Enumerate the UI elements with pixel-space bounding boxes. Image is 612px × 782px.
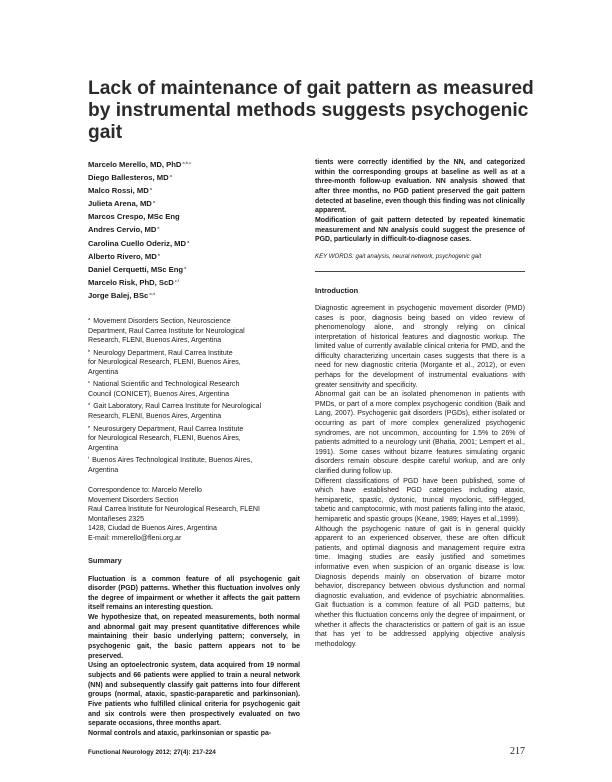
keywords: KEY WORDS: gait analysis, neural network, psychogenic gait [315, 252, 482, 260]
affiliation: $^d$ Gait Laboratory, Raul Carrea Institute for Neurological Research, FLENI, Buenos Aires, Argentina [88, 401, 262, 420]
author: Diego Ballesteros, $MD^a$ [88, 173, 172, 183]
left-column [88, 157, 300, 739]
article-title: Lack of maintenance of gait pattern as measured by instrumental methods suggests psychogenic gait [88, 78, 534, 143]
intro-paragraph: Although the psychogenic nature of gait is in general quickly apparent to an experienced observer, these are often difficult patients, and optimal diagnosis and management require extra time. Imaging studies are easily justified and sometimes informative even when suspicion of an organic disease is low. Diagnosis depends mainly on observation of bizarre motor behavior, discrepancy between obvious dysfunction and normal diagnostic evaluation, and evidence of psychiatric abnormalities. Gait fluctuation is a common feature of all PGD patterns, but whether this fluctuation concerns only the degree of impairment, or whether it affects the characteristics or pattern of gait is an issue that has yet to be addressed applying objective analysis methodology. [315, 525, 525, 648]
introduction-text [315, 304, 525, 649]
intro-paragraph: Diagnostic agreement in psychogenic movement disorder (PMD) cases is poor, diagnosis being based on video review of phenomenology alone, and strongly relying on clinical interpretation of historical features and diagnostic workup. The limited value of currently available clinical criteria for PMD, and the difficulty characterizing uncertain cases suggests that there is a need for new diagnostic criteria (Morgante et al., 2012), or even perhaps for the development of instrumental evaluations with greater sensitivity and specificity. [315, 304, 525, 389]
right-column [315, 158, 525, 649]
section-divider [315, 271, 525, 272]
affiliation: $^a$ Movement Disorders Section, Neuroscience Department, Raul Carrea Institute for Neurological Research, FLENI, Buenos Aires, Argentina [88, 316, 245, 345]
summary-paragraph: Normal controls and ataxic, parkinsonian or spastic pa- [88, 730, 272, 738]
affiliation: $^c$ National Scientific and Technological Research Council (CONICET), Buenos Aires, Argentina [88, 379, 240, 398]
author: Malco Rossi, $MD^a$ [88, 186, 152, 196]
journal-citation: Functional Neurology 2012; 27(4): 217-224 [88, 749, 216, 756]
summary-continued [315, 158, 525, 245]
summary-paragraph: Modification of gait pattern detected by repeated kinematic measurement and NN analysis could suggest the presence of PGD, particularly in difficult-to-diagnose cases. [315, 216, 525, 244]
author: Jorge Balej, BSc$^{a,d}$ [88, 290, 155, 300]
correspondence-email: E-mail: mmerello@fleni.org.ar [88, 534, 182, 542]
intro-paragraph: Abnormal gait can be an isolated phenomenon in patients with PMDs, or part of a more complex psychogenic condition (Baik and Lang, 2007). Psychogenic gait disorders (PGDs), either isolated or occurring as part of more complex generalized psychogenic syndromes, are not uncommon, accounting for 1.5% to 26% of patients admitted to a neurology unit (Bhatia, 2001; Lempert et al., 1991). Some cases without bizarre features simulating organic disorders remain obscure despite careful workup, and are only clarified during follow up. [315, 391, 525, 475]
correspondence-line: Correspondence to: Marcelo Merello [88, 487, 202, 495]
author: Andres Cervio, MDe [88, 225, 160, 235]
author: Marcos Crespo, MSc Eng [88, 212, 180, 222]
summary-paragraph: We hypothesize that, on repeated measurements, both normal and abnormal gait may present quantitative differences while maintaining their basic underlying pattern; conversely, in psychogenic gait, the basic pattern appears not to be preserved. [88, 614, 300, 660]
correspondence-line: Montañeses 2325 [88, 515, 145, 523]
author: Julieta Arena, $MD^a$ [88, 199, 156, 209]
affiliations [88, 314, 300, 475]
author: Marcelo Merello, MD, PhD$^{a,b,c}$ [88, 160, 192, 169]
summary-paragraph: tients were correctly identified by the NN, and categorized within the corresponding groups at baseline as well as at a three-month follow-up evaluation. NN analysis showed that after three months, no PGD patient preserved the gait pattern detected at baseline, even though this finding was not clinically apparent. [315, 159, 525, 215]
summary-paragraph: Fluctuation is a common feature of all psychogenic gait disorder (PGD) patterns. Whether this fluctuation involves only the degree of impairment or whether it affects the gait pattern itself remains an interesting question. [88, 575, 300, 612]
correspondence-line: Raul Carrea Institute for Neurological Research, FLENI [88, 506, 260, 514]
summary-paragraph: Using an optoelectronic system, data acquired from 19 normal subjects and 66 patients were applied to train a neural network (NN) and subsequently classify gait patterns into four different groups (normal, ataxic, spastic-paraparetic and parkinsonian). Five patients who fulfilled clinical criteria for psychogenic gait and six controls were then prospectively evaluated on two separate occasions, three months apart. [88, 662, 300, 728]
summary-text [88, 575, 300, 739]
author: Carolina Cuello Oderiz, $MD^a$ [88, 238, 190, 248]
correspondence-line: Movement Disorders Section [88, 496, 179, 504]
summary-heading: Summary [88, 555, 122, 565]
author: Marcelo Risk, PhD, ScD$^{c,f}$ [88, 277, 180, 287]
author: Alberto Rivero, $MD^b$ [88, 251, 161, 261]
author-list [88, 157, 300, 301]
affiliation: $^e$ Neurosurgery Department, Raul Carrea Institute for Neurological Research, FLENI, Buenos Aires, Argentina [88, 423, 244, 452]
intro-paragraph: Different classifications of PGD have been published, some of which have established PGD categories including ataxic, hemiparetic, spastic, dystonic, truncal myoclonic, stiff-legged, tabetic and camptocormic, with most patients falling into the ataxic, hemiparetic and spastic groups (Keane, 1989; Hayes et al.,1999). [315, 477, 525, 523]
introduction-heading: Introduction [315, 285, 359, 295]
affiliation: $^f$ Buenos Aires Technological Institute, Buenos Aires, Argentina [88, 455, 253, 474]
correspondence-block [88, 486, 300, 543]
author: Daniel Cerquetti, MSc Eng$^d$ [88, 264, 187, 274]
correspondence-line: 1428, Ciudad de Buenos Aires, Argentina [88, 525, 217, 533]
page-number: 217 [510, 746, 525, 757]
affiliation: $^b$ Neurology Department, Raul Carrea Institute for Neurological Research, FLENI, Buenos Aires, Argentina [88, 347, 241, 376]
